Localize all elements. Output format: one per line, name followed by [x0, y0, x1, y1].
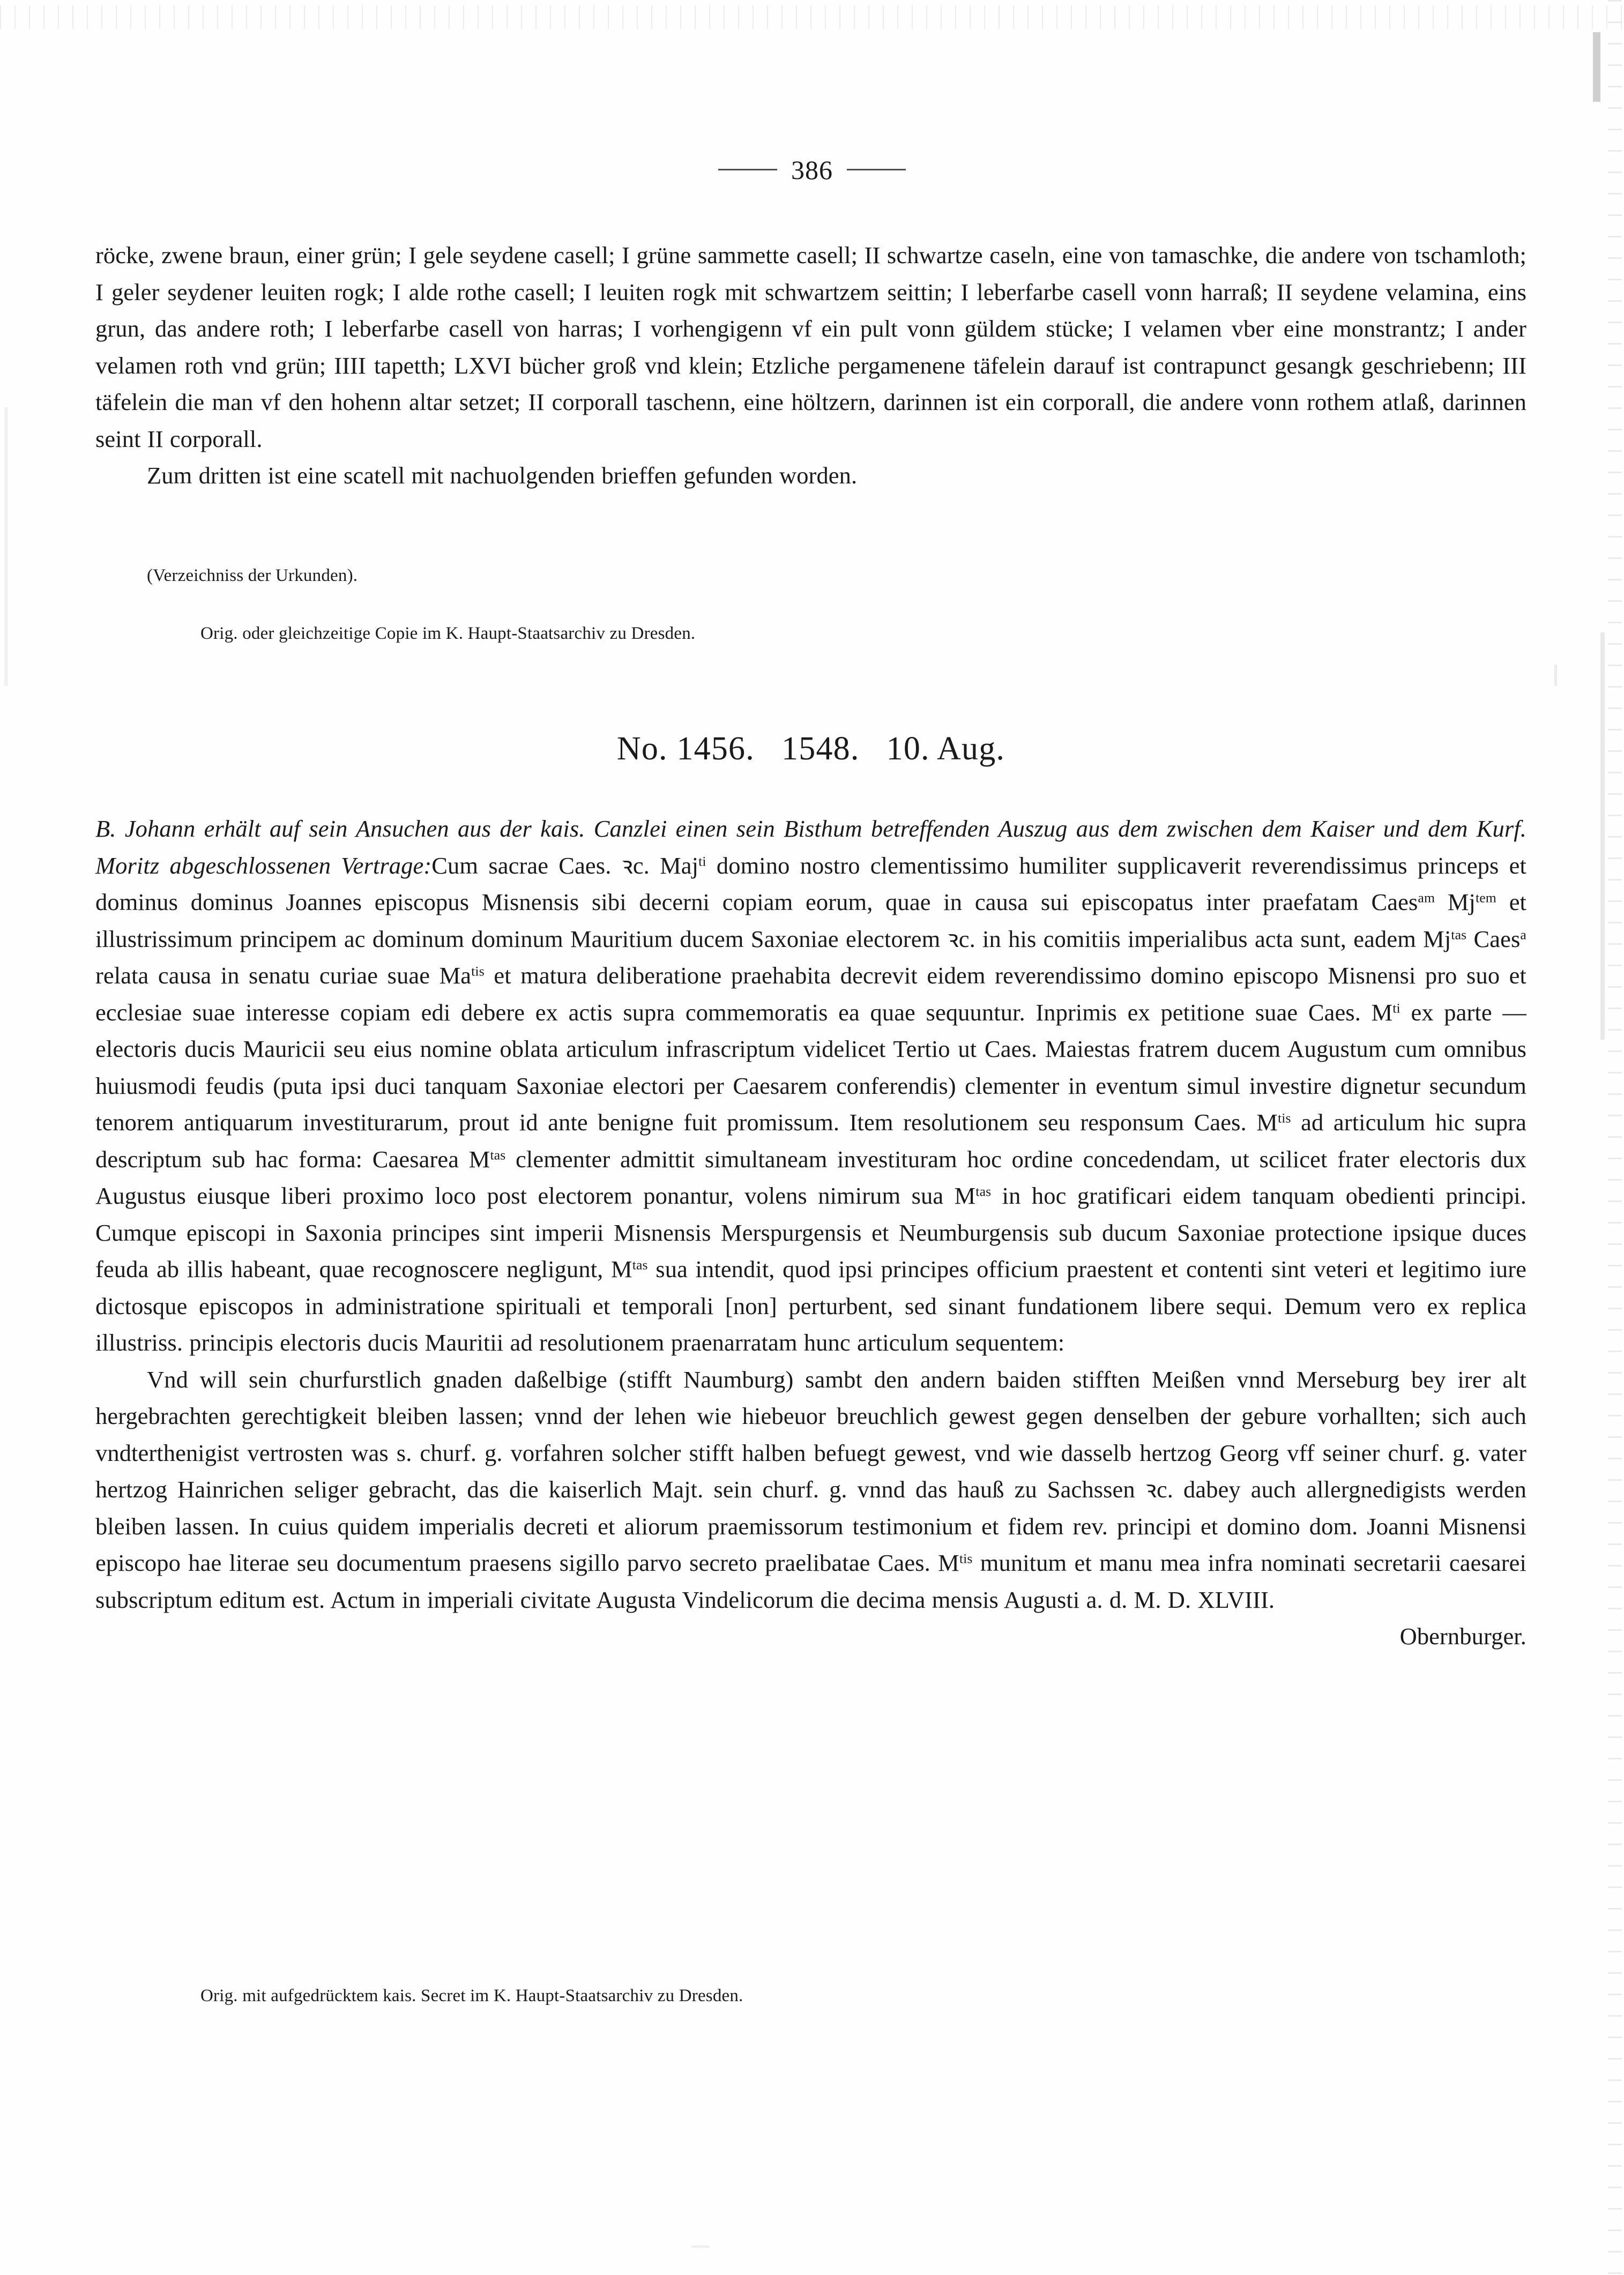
german-quotation-paragraph [95, 1361, 1526, 1618]
latin-seg-1c: et illustrissimum principem ac dominum dominum Mauritium ducem Saxoniae electorem ꝛc. in his comitiis imperialibus acta sunt, eadem Mj [95, 889, 1527, 952]
abbrev-sup-tas-2: tas [490, 1147, 506, 1163]
entry-heading: No. 1456. 1548. 10. Aug. [616, 730, 1005, 767]
latin-seg-caes: Caes [1466, 925, 1521, 952]
scan-artifact-speck [1554, 665, 1557, 686]
header-rule-left [718, 169, 777, 170]
abbrev-sup-tis-3: tis [959, 1550, 973, 1567]
parenthetical-note: (Verzeichniss der Urkunden). [147, 566, 358, 585]
latin-seg-1i: in hoc gratificari eidem tanquam obedienti principi. Cumque episcopi in Saxonia principes sint imperii Misnensis Merspurgensis et Neumburgensis sub ducum Saxoniae protectione ipsique duces feuda ab illis habeant, quae recognoscere negligunt, M [95, 1182, 1526, 1282]
scan-artifact-right [1608, 0, 1622, 2275]
latin-seg-1e: et matura deliberatione praehabita decrevit eidem reverendissimo domino episcopo Misnensi pro suo et ecclesiae suae interesse copiam edi debere ex actis supra commemoratis ea quae sequuntur. Inprimis ex petitione suae Caes. M [95, 962, 1526, 1026]
abbrev-sup-tem: tem [1475, 890, 1496, 906]
latin-seg-mj: Mj [1435, 889, 1476, 915]
parenthetical-line-wrap [95, 563, 1526, 588]
scan-artifact-corner [1593, 32, 1600, 102]
source-note-upper: Orig. oder gleichzeitige Copie im K. Haupt-Staatsarchiv zu Dresden. [200, 624, 696, 643]
entry-main-paragraph [95, 810, 1526, 1361]
abbrev-sup-tis: tis [471, 963, 485, 979]
latin-seg-1h: clementer admittit simultaneam investituram hoc ordine concedendam, ut scilicet frater electoris dux Augustus eiusque liberi proximo loco post electorem ponantur, volens nimirum sua M [95, 1145, 1526, 1209]
latin-seg-1g: ad articulum hic supra descriptum sub hac forma: Caesarea M [95, 1109, 1526, 1173]
entry-signature: Obernburger. [1399, 1623, 1526, 1650]
german-seg-b: munitum et manu mea infra nominati secretarii caesarei subscriptum editum est. Actum in imperiali civitate Augusta Vindelicorum die decima mensis Augusti a. d. M. D. XLVIII. [95, 1549, 1526, 1613]
latin-seg-1d: relata causa in senatu curiae suae Ma [95, 962, 472, 989]
abbrev-sup-tas: tas [1451, 927, 1467, 943]
entry-regest: B. Johann erhält auf sein Ansuchen aus der kais. Canzlei einen sein Bisthum betreffenden Auszug aus dem zwischen dem Kaiser und dem Kurf. Moritz abgeschlossenen Vertrage: [95, 815, 1526, 879]
scan-artifact-left [4, 407, 8, 686]
closing-sentence: Zum dritten ist eine scatell mit nachuolgenden brieffen gefunden worden. [147, 462, 858, 489]
scan-artifact-top [0, 5, 1624, 29]
header-rule-right [847, 169, 906, 170]
entry-body-block [95, 810, 1526, 1655]
page-number-header [0, 154, 1624, 185]
page-number: 386 [791, 155, 833, 185]
latin-seg-1b: domino nostro clementissimo humiliter supplicaverit reverendissimus princeps et dominus dominus Joannes episcopus Misnensis sibi decerni copiam eorum, quae in causa sui episcopatus inter praefatam Caes [95, 852, 1526, 915]
abbrev-sup-ti-2: ti [1392, 1000, 1400, 1016]
source-note-lower: Orig. mit aufgedrücktem kais. Secret im K. Haupt-Staatsarchiv zu Dresden. [200, 1986, 743, 2005]
scan-artifact-right-bar [1600, 632, 1605, 1040]
german-seg-a: Vnd will sein churfurstlich gnaden daßelbige (stifft Naumburg) sambt den andern baiden stifften Meißen vnnd Merseburg bey irer alt hergebrachten gerechtigkeit bleiben lassen; vnnd der lehen wie hiebeuor breuchlich gewest gegen denselben der gebure vorhallten; sich auch vndterthenigist vertrosten was s. churf. g. vorfahren solcher stifft halben befuegt gewest, vnd wie dasselb hertzog Georg vff seiner churf. g. vater hertzog Hainrichen seliger gebracht, das die kaiserlich Majt. sein churf. g. vnnd das hauß zu Sachssen ꝛc. dabey auch allergnedigists werden bleiben lassen. In cuius quidem imperialis decreti et aliorum praemissorum testimonium et fidem rev. principi et domino dom. Joanni Misnensi episcopo hae literae seu documentum praesens sigillo parvo secreto praelibatae Caes. M [95, 1366, 1526, 1576]
inventory-paragraph: röcke, zwene braun, einer grün; I gele seydene casell; I grüne sammette casell; II schwartze caseln, eine von tamaschke, die andere von tschamloth; I geler seydener leuiten rogk; I alde rothe casell; I leuiten rogk mit schwartzem seittin; I leberfarbe casell vonn harraß; II seydene velamina, eins grun, das andere roth; I leberfarbe casell von harras; I vorhengigenn vf ein pult vonn güldem stücke; I velamen vber eine monstrantz; I ander velamen roth vnd grün; IIII tapetth; LXVI bücher groß vnd klein; Etzliche pergamenene täfelein darauf ist contrapunct gesangk geschriebenn; III täfelein die man vf den hohenn altar setzet; II corporall taschenn, eine höltzern, darinnen ist ein corporall, die andere vonn rothem atlaß, darinnen seint II corporall. [95, 242, 1526, 452]
scan-artifact-bottom [691, 2246, 710, 2248]
latin-seg-1a: Cum sacrae Caes. ꝛc. Maj [431, 852, 699, 879]
abbrev-sup-tas-3: tas [975, 1183, 992, 1199]
abbrev-sup-tis-2: tis [1277, 1110, 1291, 1126]
abbrev-sup-tas-4: tas [632, 1257, 648, 1273]
abbrev-sup-ti: ti [698, 853, 706, 869]
abbrev-sup-am: am [1418, 890, 1435, 906]
continued-entry-block [95, 237, 1526, 494]
latin-seg-1j: sua intendit, quod ipsi principes officium praestent et contenti sint veteri et legitimo iure dictosque episcopos in administratione spirituali et temporali [non] perturbent, sed sinant fundationem libere sequi. Demum vero ex replica illustriss. principis electoris ducis Mauritii ad resolutionem praenarratam hunc articulum sequentem: [95, 1256, 1527, 1356]
latin-seg-1f: ex parte — electoris ducis Mauricii seu eius nomine oblata articulum infrascriptum videlicet Tertio ut Caes. Maiestas fratrem ducem Augustum cum omnibus huiusmodi feudis (puta ipsi duci tanquam Saxoniae electori per Caesarem conferendis) clementer in eventum simul investire dignetur secundum tenorem antiquarum investiturarum, prout id ante benigne fuit promissum. Item resolutionem seu responsum Caes. M [95, 998, 1526, 1136]
abbrev-sup-a: a [1520, 927, 1526, 943]
